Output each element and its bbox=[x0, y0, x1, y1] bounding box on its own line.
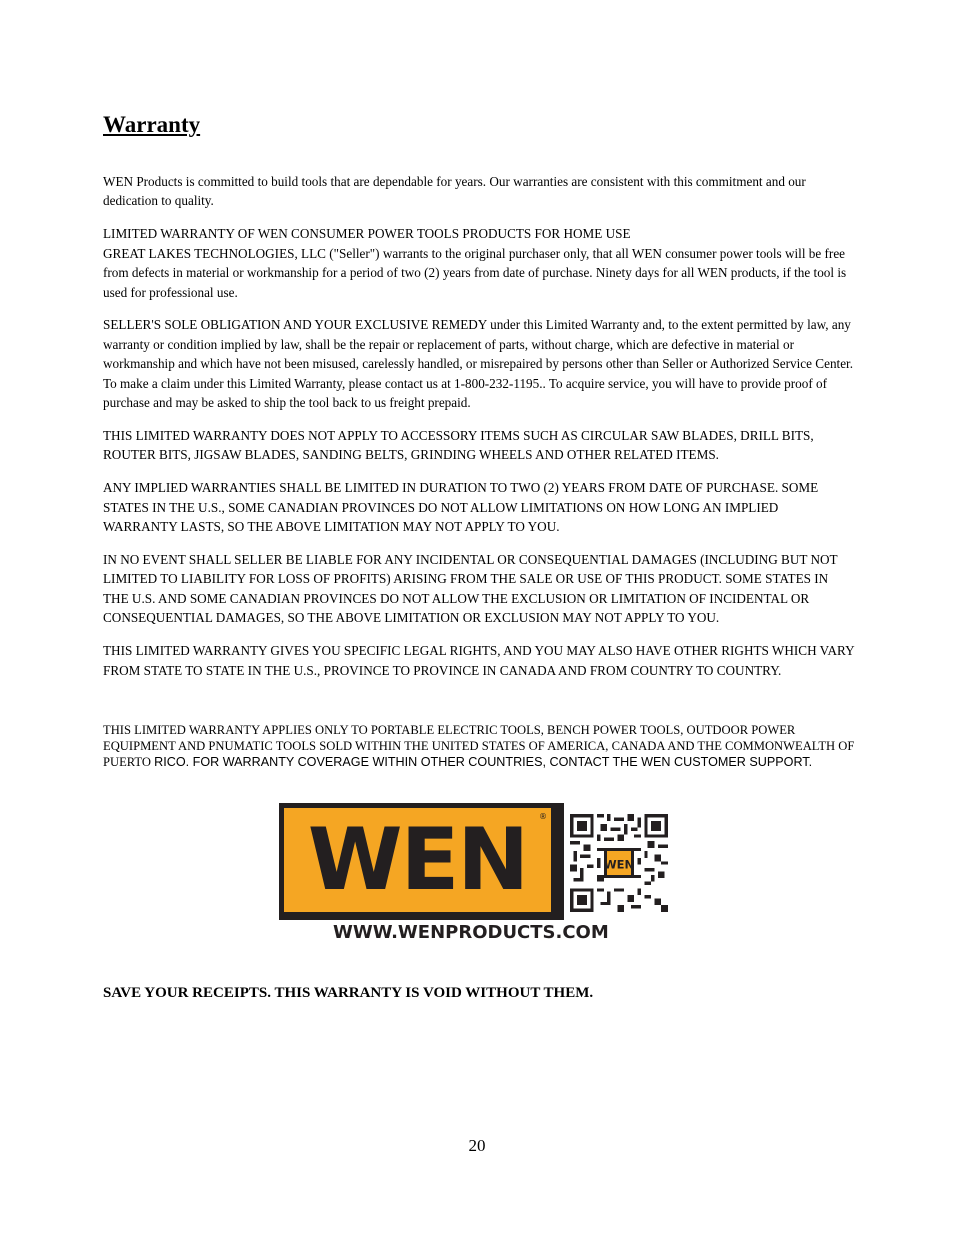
limited-warranty-heading: LIMITED WARRANTY OF WEN CONSUMER POWER TOOLS PRODUCTS FOR HOME USE bbox=[103, 226, 631, 242]
page-title: Warranty bbox=[103, 112, 201, 137]
qr-center-label: WEN bbox=[603, 857, 635, 872]
wen-logo bbox=[279, 803, 669, 943]
seller-warranty-paragraph: GREAT LAKES TECHNOLOGIES, LLC ("Seller") warrants to the original purchaser only, that all WEN consumer power tools will be free from defects in material or workmanship for a period of two (2) years from date of purchase. Ninety days for all WEN products, if the tool is used for professional use. bbox=[103, 245, 847, 300]
logo-brand-text: WEN bbox=[307, 810, 528, 910]
website-url: WWW.WENPRODUCTS.COM bbox=[333, 922, 609, 943]
page-number: 20 bbox=[468, 1136, 486, 1155]
logo-badge bbox=[279, 803, 564, 920]
coverage-serif-text: THIS LIMITED WARRANTY APPLIES ONLY TO PORTABLE ELECTRIC TOOLS, BENCH POWER TOOLS, OUTDOOR POWER EQUIPMENT AND PNUMATIC TOOLS SOLD WITHIN THE UNITED STATES OF AMERICA, CANADA AND THE COMMONWEALTH OF PUERTO bbox=[103, 723, 855, 769]
qr-code-icon bbox=[570, 814, 668, 912]
legal-rights-paragraph: THIS LIMITED WARRANTY GIVES YOU SPECIFIC LEGAL RIGHTS, AND YOU MAY ALSO HAVE OTHER RIGHTS WHICH VARY FROM STATE TO STATE IN THE U.S., PROVINCE TO PROVINCE IN CANADA AND FROM COUNTRY TO COUNTRY. bbox=[103, 643, 855, 678]
warranty-body bbox=[103, 172, 855, 680]
obligation-paragraph: SELLER'S SOLE OBLIGATION AND YOUR EXCLUSIVE REMEDY under this Limited Warranty and, to the extent permitted by law, any warranty or condition implied by law, shall be the repair or replacement of parts, without charge, which are defective in material or workmanship and which have not been misused, carelessly handled, or misrepaired by persons other than Seller or Authorized Service Center. To make a claim under this Limited Warranty, please contact us at 1-800-232-1195.. To acquire service, you will have to provide proof of purchase and may be asked to ship the tool back to us freight prepaid. bbox=[103, 317, 854, 411]
coverage-sans-text: RICO. FOR WARRANTY COVERAGE WITHIN OTHER COUNTRIES, CONTACT THE WEN CUSTOMER SUPPORT. bbox=[154, 754, 813, 769]
registered-mark: ® bbox=[539, 812, 547, 821]
coverage-paragraph bbox=[103, 723, 855, 770]
accessory-exclusion-paragraph: THIS LIMITED WARRANTY DOES NOT APPLY TO ACCESSORY ITEMS SUCH AS CIRCULAR SAW BLADES, DRILL BITS, ROUTER BITS, JIGSAW BLADES, SANDING BELTS, GRINDING WHEELS AND OTHER RELATED ITEMS. bbox=[103, 427, 814, 463]
intro-paragraph: WEN Products is committed to build tools that are dependable for years. Our warranties are consistent with this commitment and our dedication to quality. bbox=[103, 174, 806, 209]
damages-paragraph: IN NO EVENT SHALL SELLER BE LIABLE FOR ANY INCIDENTAL OR CONSEQUENTIAL DAMAGES (INCLUDING BUT NOT LIMITED TO LIABILITY FOR LOSS OF PROFITS) ARISING FROM THE SALE OR USE OF THIS PRODUCT. SOME STATES IN THE U.S. AND SOME CANADIAN PROVINCES DO NOT ALLOW THE EXCLUSION OR LIMITATION OF INCIDENTAL OR CONSEQUENTIAL DAMAGES, SO THE ABOVE LIMITATION OR EXCLUSION MAY NOT APPLY TO YOU. bbox=[103, 552, 838, 626]
implied-warranty-paragraph: ANY IMPLIED WARRANTIES SHALL BE LIMITED IN DURATION TO TWO (2) YEARS FROM DATE OF PURCHASE. SOME STATES IN THE U.S., SOME CANADIAN PROVINCES DO NOT ALLOW LIMITATIONS ON HOW LONG AN IMPLIED WARRANTY LASTS, SO THE ABOVE LIMITATION MAY NOT APPLY TO YOU. bbox=[103, 480, 819, 535]
save-receipts-notice: SAVE YOUR RECEIPTS. THIS WARRANTY IS VOID WITHOUT THEM. bbox=[103, 985, 594, 1001]
